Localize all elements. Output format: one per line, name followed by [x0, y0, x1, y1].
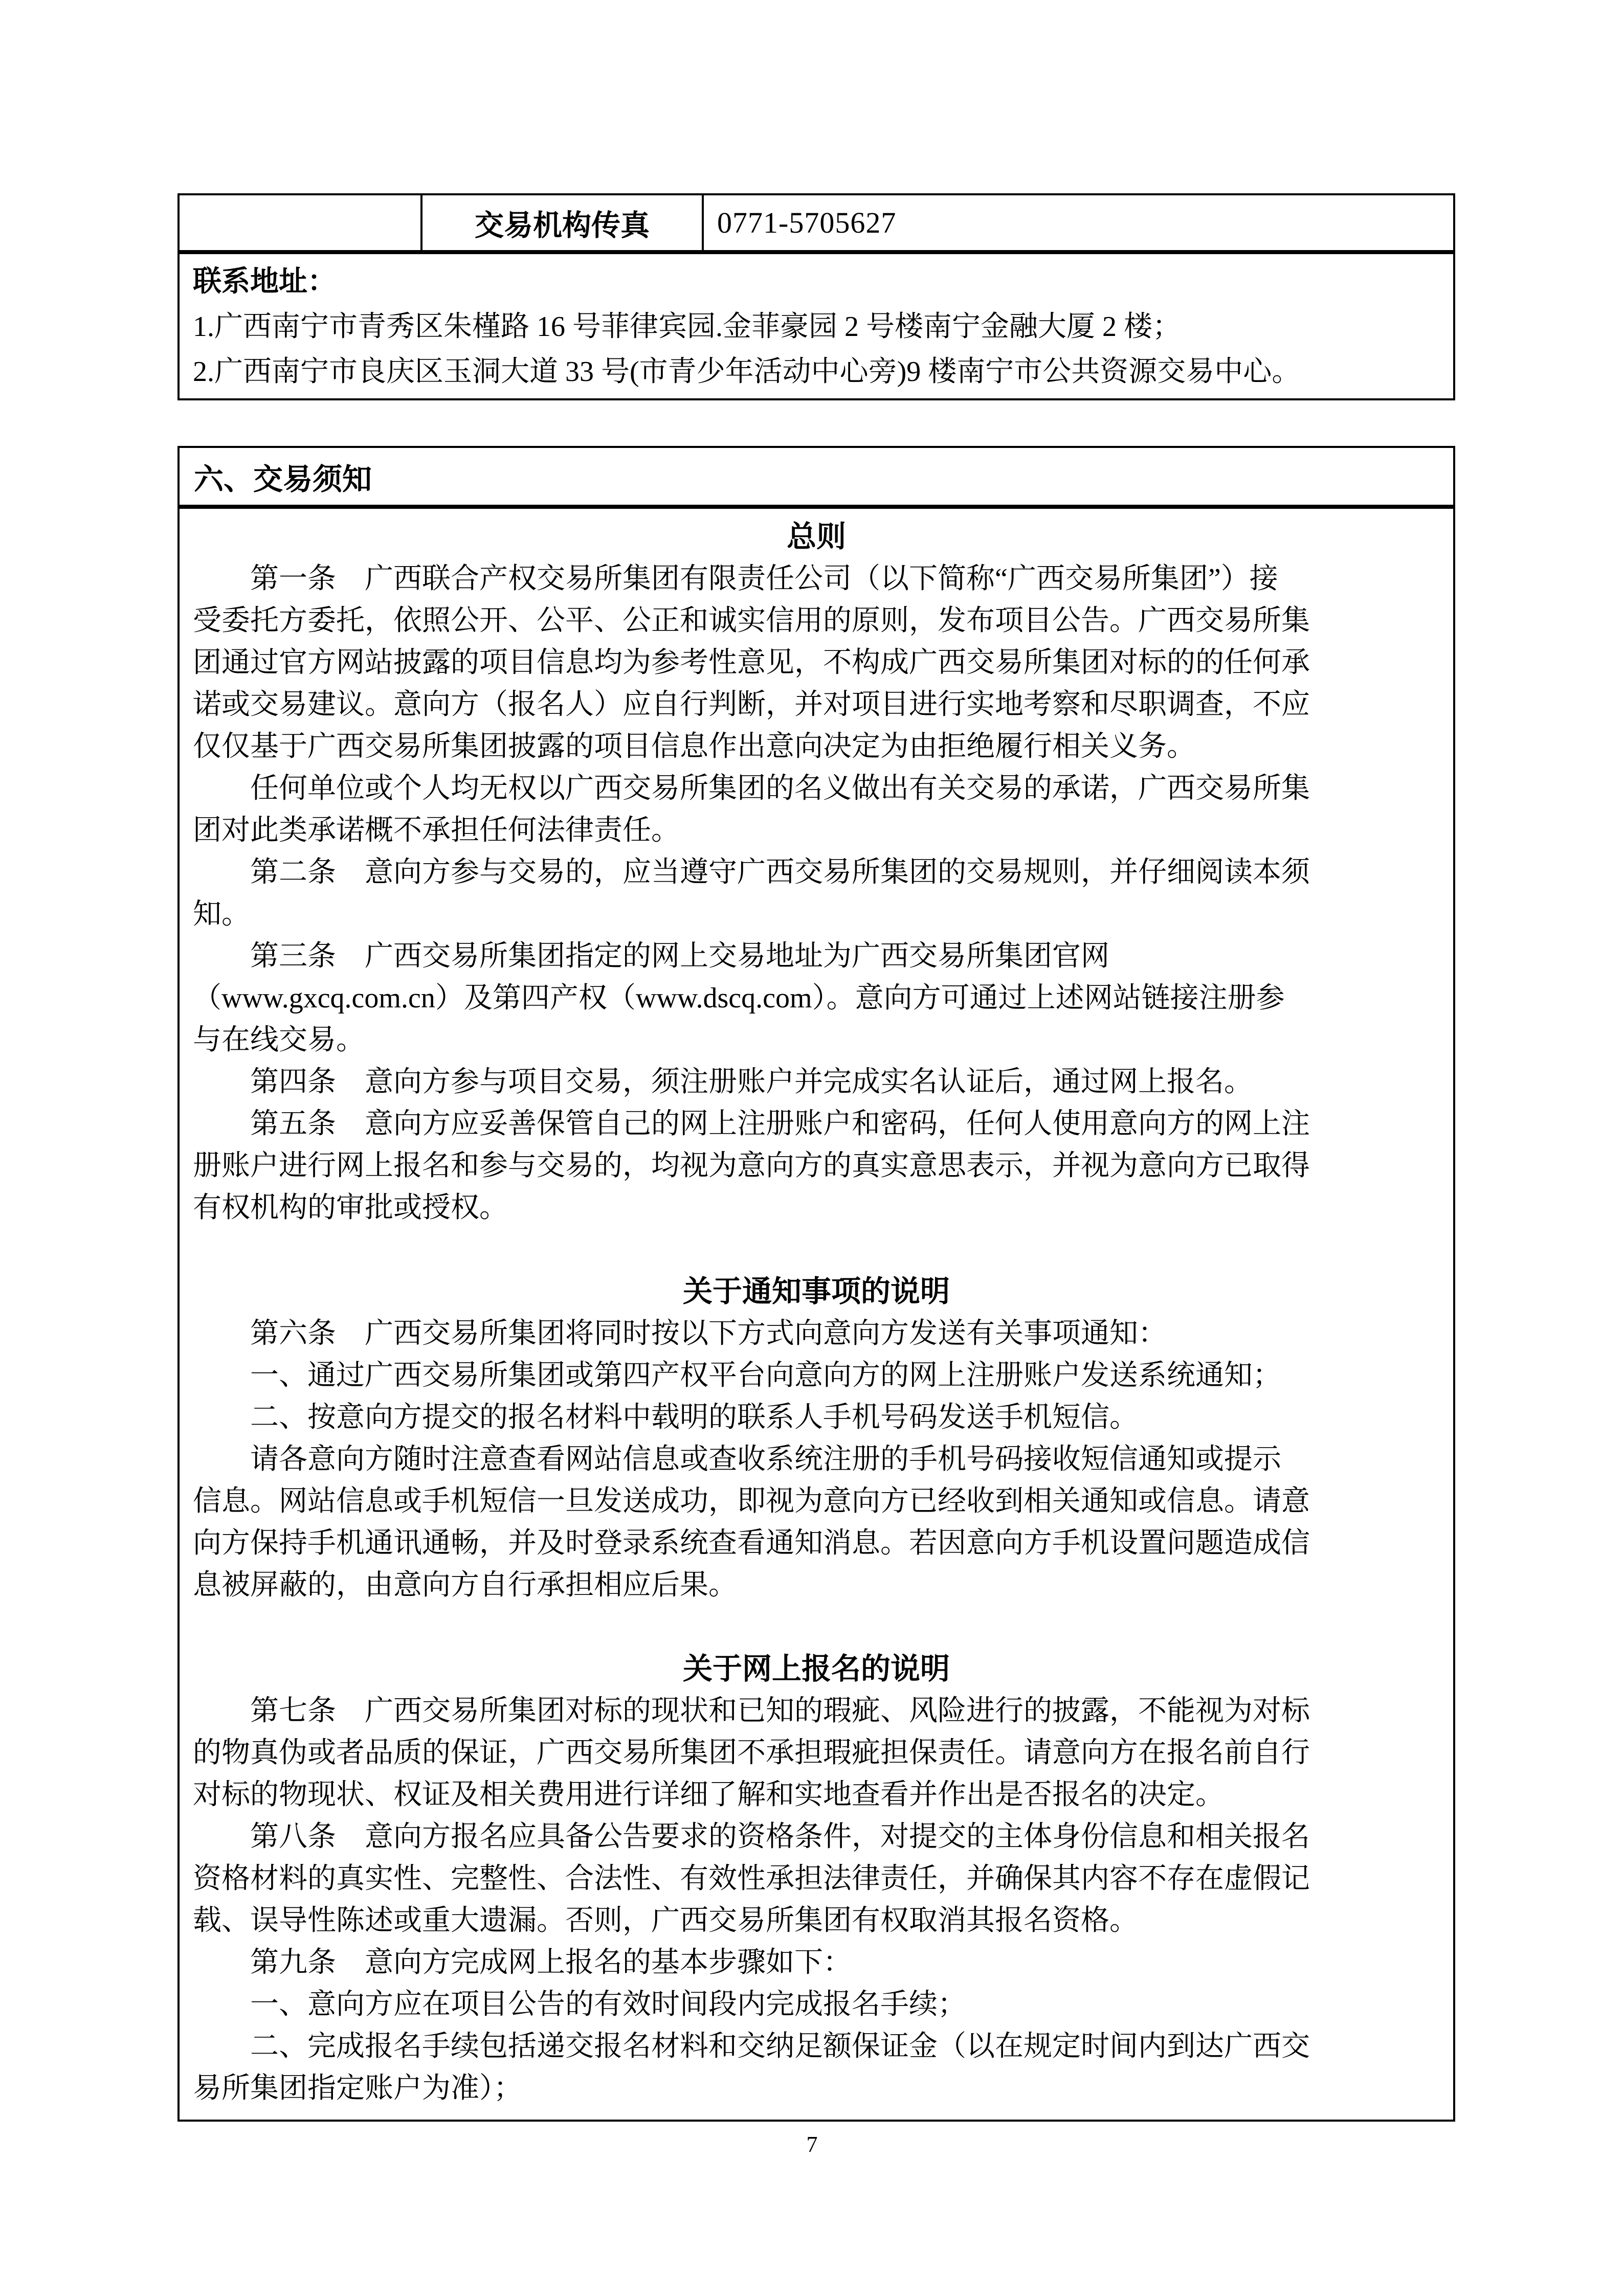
notice-text-line: 一、通过广西交易所集团或第四产权平台向意向方的网上注册账户发送系统通知； [193, 1360, 1281, 1391]
notice-text-line: 任何单位或个人均无权以广西交易所集团的名义做出有关交易的承诺，广西交易所集 [193, 773, 1310, 804]
notice-text-line: （www.gxcq.com.cn）及第四产权（www.dscq.com）。意向方可通过上述网站链接注册参 [193, 982, 1285, 1014]
notice-text-line: 与在线交易。 [193, 1024, 365, 1056]
notice-text-line: 对标的物现状、权证及相关费用进行详细了解和实地查看并作出是否报名的决定。 [193, 1779, 1224, 1811]
notice-text-line: 第六条 广西交易所集团将同时按以下方式向意向方发送有关事项通知： [193, 1318, 1167, 1349]
notice-section-heading: 关于网上报名的说明 [682, 1652, 950, 1685]
fax-table-row [177, 193, 1455, 252]
notice-text-line: 息被屏蔽的，由意向方自行承担相应后果。 [193, 1569, 737, 1601]
contact-address-box [177, 252, 1455, 400]
notice-text-line: 资格材料的真实性、完整性、合法性、有效性承担法律责任，并确保其内容不存在虚假记 [193, 1863, 1310, 1895]
notice-text-line: 载、误导性陈述或重大遗漏。否则，广西交易所集团有权取消其报名资格。 [193, 1905, 1138, 1937]
notice-text-line: 第九条 意向方完成网上报名的基本步骤如下： [193, 1947, 852, 1978]
notice-text-line: 第七条 广西交易所集团对标的现状和已知的瑕疵、风险进行的披露，不能视为对标 [193, 1695, 1310, 1727]
contact-address-title: 联系地址： [193, 266, 336, 298]
fax-value-cell: 0771-5705627 [717, 206, 897, 239]
notice-text-line: 第一条 广西联合产权交易所集团有限责任公司（以下简称“广西交易所集团”）接 [193, 563, 1278, 595]
notice-text-line: 请各意向方随时注意查看网站信息或查收系统注册的手机号码接收短信通知或提示 [193, 1444, 1281, 1475]
notice-text-line: 受委托方委托，依照公开、公平、公正和诚实信用的原则，发布项目公告。广西交易所集 [193, 605, 1310, 637]
blank-line [193, 1606, 1440, 1648]
notice-text-line: 诺或交易建议。意向方（报名人）应自行判断，并对项目进行实地考察和尽职调查，不应 [193, 689, 1310, 721]
notice-section-heading: 关于通知事项的说明 [682, 1275, 950, 1308]
notice-text-line: 向方保持手机通讯通畅，并及时登录系统查看通知消息。若因意向方手机设置问题造成信 [193, 1527, 1310, 1559]
section-header-trade-notice: 六、交易须知 [177, 446, 1455, 507]
notice-text-line: 第二条 意向方参与交易的，应当遵守广西交易所集团的交易规则，并仔细阅读本须 [193, 857, 1310, 888]
trade-notice-body [177, 507, 1455, 2122]
page-number: 7 [806, 2132, 818, 2157]
notice-text-line: 团对此类承诺概不承担任何法律责任。 [193, 815, 680, 846]
notice-text-line: 第五条 意向方应妥善保管自己的网上注册账户和密码，任何人使用意向方的网上注 [193, 1108, 1310, 1140]
blank-line [193, 1229, 1440, 1271]
contact-address-lines [193, 304, 1440, 394]
notice-text-line: 的物真伪或者品质的保证，广西交易所集团不承担瑕疵担保责任。请意向方在报名前自行 [193, 1737, 1310, 1769]
notice-text-line: 第四条 意向方参与项目交易，须注册账户并完成实名认证后，通过网上报名。 [193, 1066, 1253, 1098]
fax-label-cell: 交易机构传真 [422, 195, 704, 250]
notice-section-heading: 总则 [786, 520, 846, 553]
notice-text-line: 一、意向方应在项目公告的有效时间段内完成报名手续； [193, 1989, 966, 2020]
notice-text-line: 知。 [193, 898, 250, 930]
notice-text-line: 信息。网站信息或手机短信一旦发送成功，即视为意向方已经收到相关通知或信息。请意 [193, 1485, 1310, 1517]
notice-text-line: 第八条 意向方报名应具备公告要求的资格条件，对提交的主体身份信息和相关报名 [193, 1821, 1310, 1853]
notice-text-line: 第三条 广西交易所集团指定的网上交易地址为广西交易所集团官网 [193, 940, 1109, 972]
notice-text-line: 二、按意向方提交的报名材料中载明的联系人手机号码发送手机短信。 [193, 1402, 1138, 1433]
fax-row-empty-cell [180, 195, 422, 250]
notice-text-line: 有权机构的审批或授权。 [193, 1192, 508, 1224]
notice-text-line: 团通过官方网站披露的项目信息均为参考性意见，不构成广西交易所集团对标的的任何承 [193, 647, 1310, 679]
notice-text-line: 易所集团指定账户为准）； [193, 2073, 522, 2104]
document-content [177, 193, 1455, 2122]
notice-text-line: 仅仅基于广西交易所集团披露的项目信息作出意向决定为由拒绝履行相关义务。 [193, 731, 1195, 762]
contact-address-line-2: 2.广西南宁市良庆区玉洞大道 33 号(市青少年活动中心旁)9 楼南宁市公共资源交易中心。 [193, 356, 1301, 388]
notice-text-line: 册账户进行网上报名和参与交易的，均视为意向方的真实意思表示，并视为意向方已取得 [193, 1150, 1310, 1182]
notice-text-line: 二、完成报名手续包括递交报名材料和交纳足额保证金（以在规定时间内到达广西交 [193, 2031, 1310, 2062]
contact-address-line-1: 1.广西南宁市青秀区朱槿路 16 号菲律宾园.金菲豪园 2 号楼南宁金融大厦 2 楼； [193, 311, 1181, 343]
